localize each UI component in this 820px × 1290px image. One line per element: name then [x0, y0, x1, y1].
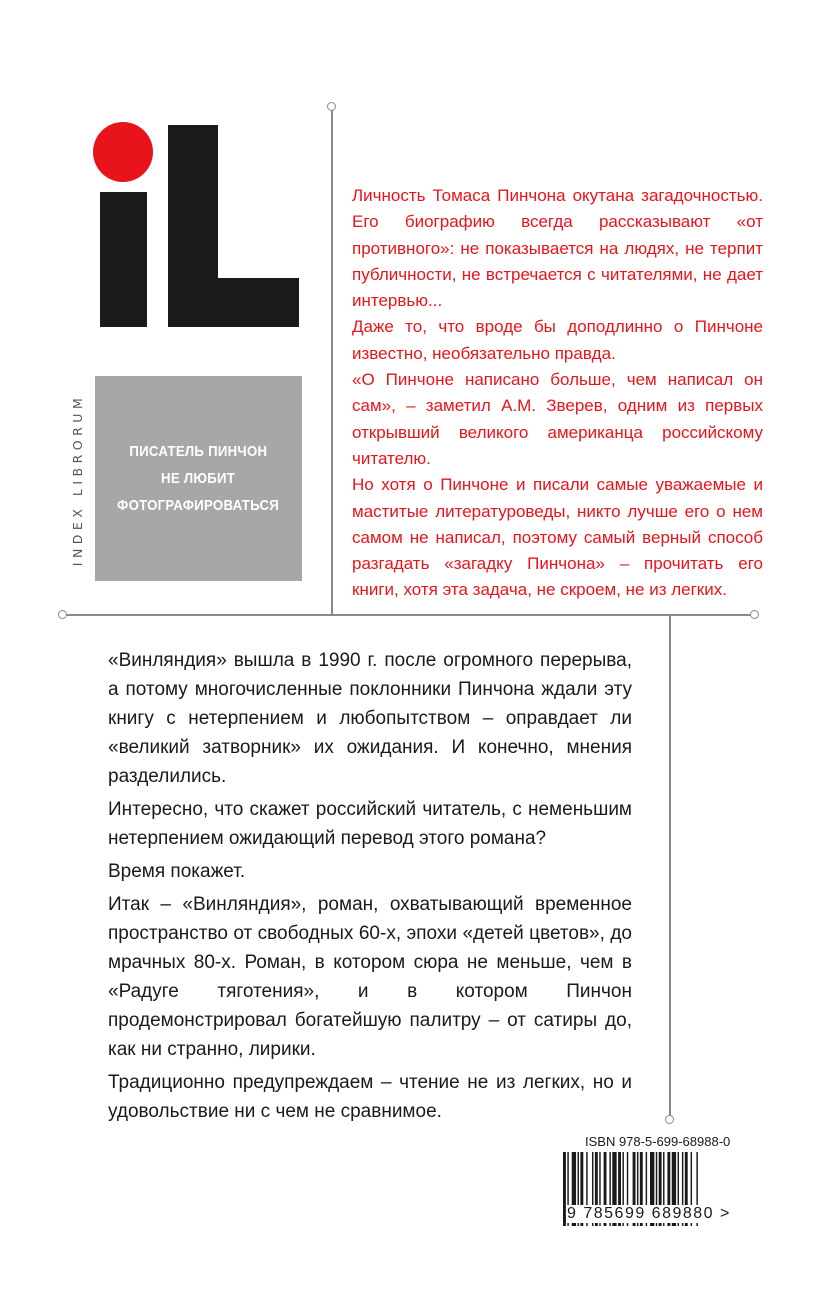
- paragraph: Традиционно предупреждаем – чтение не из легких, но и удовольствие ни с чем не сравнимое.: [108, 1072, 632, 1122]
- paragraph: Личность Томаса Пинчона окутана загадочностью. Его биографию всегда рассказывают «от противного»: не показывается на людях, не терпит публичности, не встречается с читателями, не дает интервью...: [352, 186, 763, 311]
- barcode-digits: 9 785699 689880 >: [567, 1205, 731, 1222]
- paragraph: Время покажет.: [108, 861, 246, 882]
- vertical-divider-right: [669, 614, 671, 1117]
- isbn-label: ISBN 978-5-699-68988-0: [585, 1134, 731, 1149]
- paragraph: Но хотя о Пинчоне и писали самые уважаемые и маститые литературоведы, никто лучше его о нем самом не написал, поэтому самый верный способ разгадать «загадку Пинчона» – прочитать его книги, хотя эта задача, не скроем, не из легких.: [352, 475, 763, 600]
- divider-end-circle-top: [327, 102, 336, 111]
- logo-red-dot: [93, 122, 153, 182]
- logo-letter-i: [100, 192, 147, 327]
- headline-box: [95, 376, 302, 581]
- headline-line: ФОТОГРАФИРОВАТЬСЯ: [117, 497, 280, 514]
- paragraph: «Винляндия» вышла в 1990 г. после огромного перерыва, а потому многочисленные поклонники Пинчона ждали эту книгу с нетерпением и любопытством – оправдает ли «великий затворник» их ожидания. И конечно, мнения разделились.: [108, 650, 632, 787]
- headline-line: ПИСАТЕЛЬ ПИНЧОН: [129, 443, 268, 460]
- divider-end-circle-right: [750, 610, 759, 619]
- paragraph: Итак – «Винляндия», роман, охватывающий временное пространство от свободных 60-х, эпохи «детей цветов», до мрачных 80-х. Роман, в котором сюра не меньше, чем в «Радуге тяготения», и в котором Пинчон продемонстрировал богатейшую палитру – от сатиры до, как ни странно, лирики.: [108, 894, 632, 1060]
- paragraph: Даже то, что вроде бы доподлинно о Пинчоне известно, необязательно правда.: [352, 317, 763, 363]
- divider-end-circle-left: [58, 610, 67, 619]
- paragraph: «О Пинчоне написано больше, чем написал он сам», – заметил А.М. Зверев, одним из первых открывший великого американца российскому читателю.: [352, 370, 763, 468]
- headline-line: НЕ ЛЮБИТ: [161, 470, 236, 487]
- author-intro-text: [352, 183, 763, 604]
- series-name: INDEX LIBRORUM: [70, 393, 85, 567]
- paragraph: Интересно, что скажет российский читатель, с неменьшим нетерпением ожидающий перевод этого романа?: [108, 799, 632, 849]
- logo-letter-l-foot: [168, 278, 299, 327]
- book-description-text: [108, 646, 632, 1130]
- horizontal-divider: [66, 614, 754, 616]
- vertical-divider-top: [331, 110, 333, 615]
- divider-end-circle-bottom: [665, 1115, 674, 1124]
